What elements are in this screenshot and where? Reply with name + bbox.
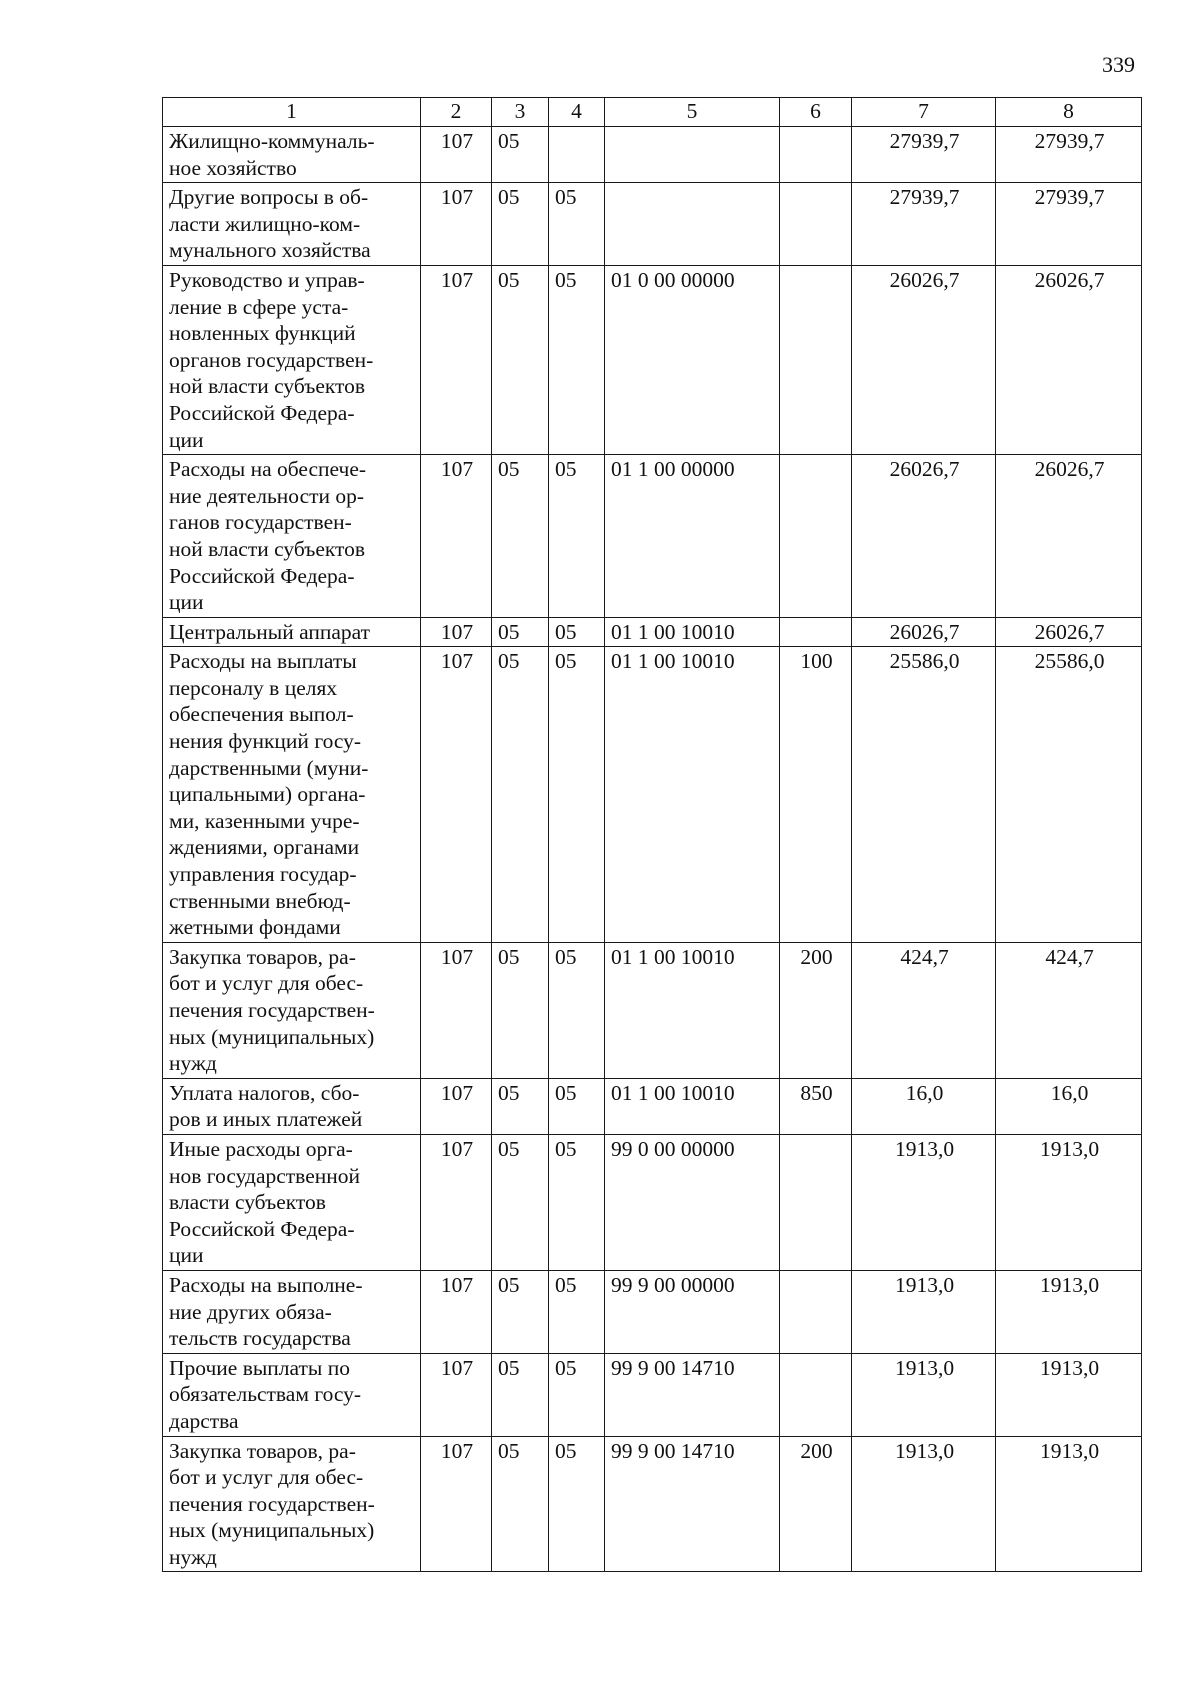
cell-code: 01 1 00 10010 — [605, 617, 780, 647]
cell-amount-7: 1913,0 — [852, 1134, 996, 1270]
column-header-4: 4 — [549, 98, 605, 127]
column-header-2: 2 — [421, 98, 492, 127]
cell-amount-8: 26026,7 — [996, 455, 1142, 618]
cell-amount-7: 26026,7 — [852, 455, 996, 618]
cell-amount-7: 1913,0 — [852, 1353, 996, 1436]
cell-col-6 — [780, 1270, 852, 1353]
cell-code: 99 9 00 00000 — [605, 1270, 780, 1353]
cell-amount-7: 1913,0 — [852, 1436, 996, 1572]
cell-amount-8: 1913,0 — [996, 1270, 1142, 1353]
cell-col-3: 05 — [492, 1270, 549, 1353]
cell-col-6: 200 — [780, 1436, 852, 1572]
cell-col-2: 107 — [421, 1353, 492, 1436]
table-row — [163, 1353, 1142, 1436]
column-header-7: 7 — [852, 98, 996, 127]
cell-amount-7: 424,7 — [852, 942, 996, 1078]
cell-row-name: Руководство и управ- ление в сфере уста- новленных функций органов государствен- ной власти субъектов Российской Федера- ции — [163, 265, 421, 454]
cell-col-4 — [549, 127, 605, 183]
table-header — [163, 98, 1142, 127]
table-row — [163, 1134, 1142, 1270]
cell-col-2: 107 — [421, 1270, 492, 1353]
cell-col-6 — [780, 1134, 852, 1270]
cell-row-name: Расходы на выполне- ние других обяза- тельств государства — [163, 1270, 421, 1353]
cell-code: 99 9 00 14710 — [605, 1353, 780, 1436]
cell-amount-7: 16,0 — [852, 1078, 996, 1134]
cell-col-6 — [780, 1353, 852, 1436]
cell-row-name: Расходы на выплаты персоналу в целях обеспечения выпол- нения функций госу- дарственными (муни- ципальными) органа- ми, казенными учре- ждениями, органами управления государ- ственными внебюд- жетными фондами — [163, 647, 421, 943]
cell-row-name: Уплата налогов, сбо- ров и иных платежей — [163, 1078, 421, 1134]
cell-col-4: 05 — [549, 183, 605, 266]
cell-col-3: 05 — [492, 1134, 549, 1270]
cell-code: 01 1 00 10010 — [605, 942, 780, 1078]
column-header-5: 5 — [605, 98, 780, 127]
cell-col-2: 107 — [421, 1134, 492, 1270]
cell-amount-7: 1913,0 — [852, 1270, 996, 1353]
cell-col-4: 05 — [549, 455, 605, 618]
cell-col-6 — [780, 265, 852, 454]
table-row — [163, 1078, 1142, 1134]
cell-amount-8: 27939,7 — [996, 183, 1142, 266]
cell-col-3: 05 — [492, 647, 549, 943]
cell-row-name: Другие вопросы в об- ласти жилищно-ком- мунального хозяйства — [163, 183, 421, 266]
cell-col-4: 05 — [549, 1353, 605, 1436]
cell-amount-8: 26026,7 — [996, 617, 1142, 647]
cell-amount-7: 26026,7 — [852, 617, 996, 647]
cell-col-3: 05 — [492, 1436, 549, 1572]
cell-code — [605, 127, 780, 183]
cell-code — [605, 183, 780, 266]
table-row — [163, 942, 1142, 1078]
cell-col-2: 107 — [421, 647, 492, 943]
cell-col-3: 05 — [492, 265, 549, 454]
cell-col-4: 05 — [549, 647, 605, 943]
cell-col-3: 05 — [492, 1078, 549, 1134]
cell-col-4: 05 — [549, 1134, 605, 1270]
column-header-6: 6 — [780, 98, 852, 127]
table-row — [163, 455, 1142, 618]
cell-col-6: 200 — [780, 942, 852, 1078]
budget-table — [162, 97, 1142, 1572]
cell-row-name: Центральный аппарат — [163, 617, 421, 647]
cell-col-3: 05 — [492, 183, 549, 266]
cell-code: 01 0 00 00000 — [605, 265, 780, 454]
cell-row-name: Закупка товаров, ра- бот и услуг для обес- печения государствен- ных (муниципальных) нужд — [163, 1436, 421, 1572]
column-header-3: 3 — [492, 98, 549, 127]
cell-col-6 — [780, 183, 852, 266]
cell-row-name: Закупка товаров, ра- бот и услуг для обес- печения государствен- ных (муниципальных) нужд — [163, 942, 421, 1078]
cell-col-6: 100 — [780, 647, 852, 943]
table-row — [163, 127, 1142, 183]
cell-col-4: 05 — [549, 1270, 605, 1353]
table-row — [163, 183, 1142, 266]
cell-col-3: 05 — [492, 455, 549, 618]
cell-col-6 — [780, 127, 852, 183]
cell-col-4: 05 — [549, 1436, 605, 1572]
cell-amount-8: 16,0 — [996, 1078, 1142, 1134]
cell-col-2: 107 — [421, 455, 492, 618]
cell-col-2: 107 — [421, 942, 492, 1078]
cell-col-4: 05 — [549, 617, 605, 647]
cell-col-2: 107 — [421, 617, 492, 647]
table-row — [163, 647, 1142, 943]
cell-code: 01 1 00 10010 — [605, 1078, 780, 1134]
cell-row-name: Прочие выплаты по обязательствам госу- дарства — [163, 1353, 421, 1436]
cell-code: 01 1 00 10010 — [605, 647, 780, 943]
cell-col-2: 107 — [421, 1078, 492, 1134]
cell-row-name: Расходы на обеспече- ние деятельности ор- ганов государствен- ной власти субъектов Российской Федера- ции — [163, 455, 421, 618]
cell-amount-8: 26026,7 — [996, 265, 1142, 454]
cell-col-2: 107 — [421, 1436, 492, 1572]
cell-row-name: Иные расходы орга- нов государственной власти субъектов Российской Федера- ции — [163, 1134, 421, 1270]
cell-col-3: 05 — [492, 942, 549, 1078]
column-header-1: 1 — [163, 98, 421, 127]
cell-col-6: 850 — [780, 1078, 852, 1134]
cell-row-name: Жилищно-коммуналь- ное хозяйство — [163, 127, 421, 183]
cell-code: 99 9 00 14710 — [605, 1436, 780, 1572]
cell-col-4: 05 — [549, 942, 605, 1078]
cell-amount-8: 1913,0 — [996, 1353, 1142, 1436]
table-body — [163, 127, 1142, 1572]
table-row — [163, 617, 1142, 647]
cell-amount-8: 424,7 — [996, 942, 1142, 1078]
table-row — [163, 1436, 1142, 1572]
cell-amount-8: 27939,7 — [996, 127, 1142, 183]
cell-amount-8: 25586,0 — [996, 647, 1142, 943]
cell-amount-7: 27939,7 — [852, 183, 996, 266]
cell-amount-7: 25586,0 — [852, 647, 996, 943]
cell-col-6 — [780, 455, 852, 618]
table-row — [163, 1270, 1142, 1353]
cell-col-6 — [780, 617, 852, 647]
cell-col-3: 05 — [492, 1353, 549, 1436]
cell-col-4: 05 — [549, 265, 605, 454]
cell-col-2: 107 — [421, 183, 492, 266]
cell-col-4: 05 — [549, 1078, 605, 1134]
cell-amount-7: 27939,7 — [852, 127, 996, 183]
cell-col-3: 05 — [492, 617, 549, 647]
cell-code: 01 1 00 00000 — [605, 455, 780, 618]
cell-amount-8: 1913,0 — [996, 1436, 1142, 1572]
cell-amount-8: 1913,0 — [996, 1134, 1142, 1270]
header-row — [163, 98, 1142, 127]
page-number: 339 — [1102, 52, 1135, 77]
cell-code: 99 0 00 00000 — [605, 1134, 780, 1270]
cell-col-3: 05 — [492, 127, 549, 183]
cell-col-2: 107 — [421, 265, 492, 454]
cell-col-2: 107 — [421, 127, 492, 183]
table-row — [163, 265, 1142, 454]
column-header-8: 8 — [996, 98, 1142, 127]
cell-amount-7: 26026,7 — [852, 265, 996, 454]
